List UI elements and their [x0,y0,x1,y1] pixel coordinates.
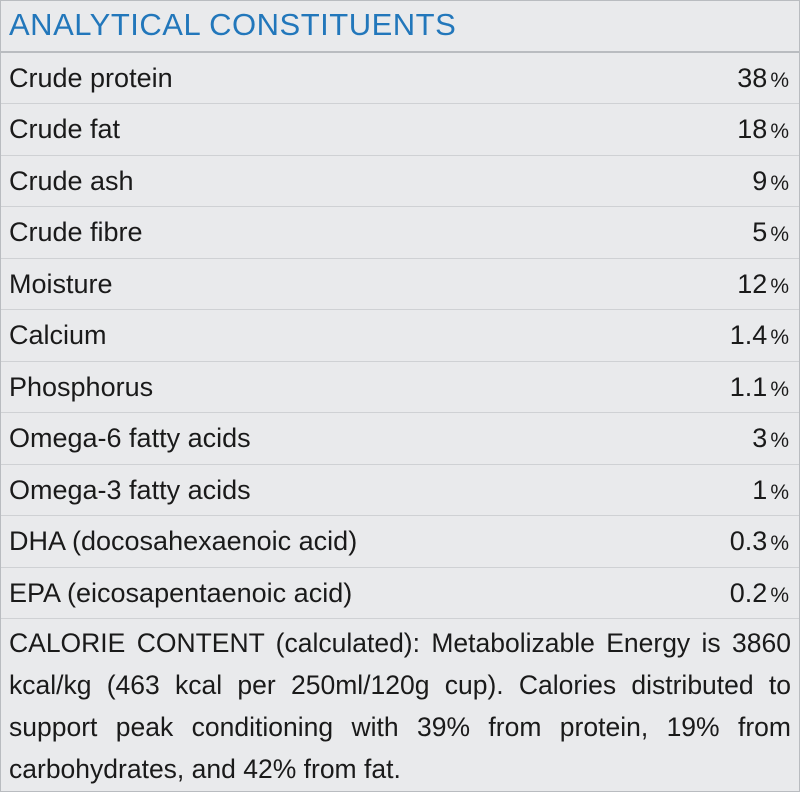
constituent-label: EPA (eicosapentaenoic acid) [9,577,353,608]
constituent-label: Phosphorus [9,371,154,402]
constituent-label: Calcium [9,320,107,351]
constituent-value: 1 % [752,474,789,505]
unit-label: % [770,377,789,401]
list-item [1,362,799,414]
constituent-value: 0.2 % [729,577,789,608]
constituent-label: Crude fibre [9,217,143,248]
constituent-value: 0.3 % [729,526,789,557]
list-item [1,207,799,259]
list-item [1,156,799,208]
constituent-value: 18 % [737,114,789,145]
constituents-list [1,53,799,620]
unit-label: % [770,171,789,195]
unit-label: % [770,120,789,144]
constituent-label: Moisture [9,268,113,299]
list-item [1,568,799,620]
list-item [1,259,799,311]
list-item [1,516,799,568]
constituent-value: 9 % [752,165,789,196]
unit-label: % [770,532,789,556]
list-item [1,310,799,362]
list-item [1,104,799,156]
constituent-label: Crude fat [9,114,121,145]
page-title: ANALYTICAL CONSTITUENTS [9,7,457,42]
list-item [1,53,799,105]
unit-label: % [770,480,789,504]
constituent-value: 1.1 % [729,371,789,402]
unit-label: % [770,68,789,92]
calorie-content-text: CALORIE CONTENT (calculated): Metabolizable Energy is 3860 kcal/kg (463 kcal per 250ml/120g cup). Calories distributed to support peak conditioning with 39% from protein, 19% from carbohydrates, and 42% from fat. [9,628,791,785]
unit-label: % [770,274,789,298]
constituent-value: 5 % [752,217,789,248]
unit-label: % [770,429,789,453]
constituent-label: Crude ash [9,165,134,196]
constituent-value: 38 % [737,62,789,93]
constituent-value: 3 % [752,423,789,454]
list-item [1,465,799,517]
constituent-value: 1.4 % [729,320,789,351]
unit-label: % [770,583,789,607]
constituent-label: Omega-6 fatty acids [9,423,251,454]
constituent-label: Crude protein [9,62,173,93]
unit-label: % [770,223,789,247]
unit-label: % [770,326,789,350]
constituent-label: Omega-3 fatty acids [9,474,251,505]
list-item [1,413,799,465]
constituent-value: 12 % [737,268,789,299]
constituent-label: DHA (docosahexaenoic acid) [9,526,358,557]
